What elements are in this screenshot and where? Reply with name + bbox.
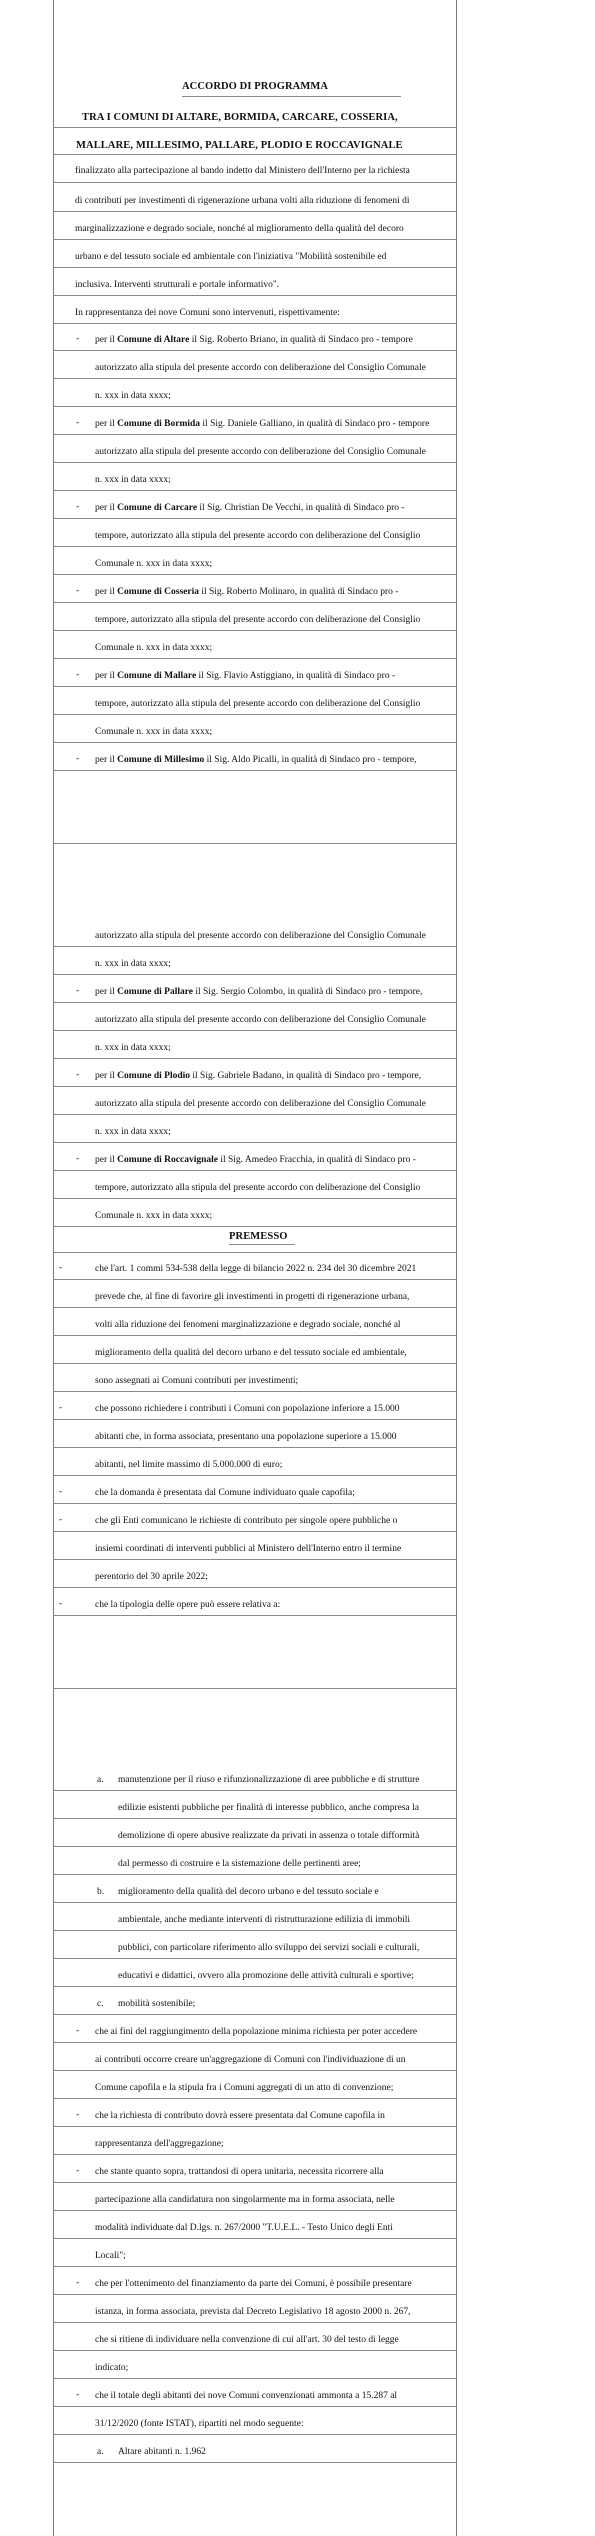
rep-pallare-line2: autorizzato alla stipula del presente accordo con deliberazione del Consiglio Comunale: [95, 1015, 426, 1025]
intro-line: urbano e del tessuto sociale ed ambientale con l'iniziativa "Mobilità sostenibile ed: [75, 252, 387, 262]
premesso-line: 31/12/2020 (fonte ISTAT), ripartiti nel modo seguente:: [95, 2419, 304, 2429]
list-dash: -: [76, 502, 80, 512]
rep-mallare-line2: tempore, autorizzato alla stipula del presente accordo con deliberazione del Consiglio: [95, 699, 421, 709]
intro-line: di contributi per investimenti di rigenerazione urbana volti alla riduzione di fenomeni di: [75, 196, 410, 206]
population-marker: a.: [97, 2447, 104, 2457]
rep-roccavignale-line3: Comunale n. xxx in data xxxx;: [95, 1211, 213, 1221]
list-marker-c: c.: [97, 1999, 104, 2009]
rep-bormida-line2: autorizzato alla stipula del presente accordo con deliberazione del Consiglio Comunale: [95, 447, 426, 457]
list-dash: -: [76, 1154, 80, 1164]
rep-carcare-line1: per il Comune di Carcare il Sig. Christian De Vecchi, in qualità di Sindaco pro -: [95, 503, 405, 513]
title-line-3: MALLARE, MILLESIMO, PALLARE, PLODIO E ROCCAVIGNALE: [76, 140, 403, 151]
rep-roccavignale-line2: tempore, autorizzato alla stipula del presente accordo con deliberazione del Consiglio: [95, 1183, 421, 1193]
premesso-line: che si ritiene di individuare nella convenzione di cui all'art. 30 del testo di legge: [95, 2335, 399, 2345]
premesso-line: che la tipologia delle opere può essere relativa a:: [95, 1600, 281, 1610]
right-margin-line: [456, 0, 457, 2536]
rep-plodio-line1: per il Comune di Plodio il Sig. Gabriele Badano, in qualità di Sindaco pro - tempore,: [95, 1071, 422, 1081]
intro-line: marginalizzazione e degrado sociale, nonché al miglioramento della qualità del decoro: [75, 224, 404, 234]
intro-line: finalizzato alla partecipazione al bando indetto dal Ministero dell'Interno per la richiesta: [75, 166, 410, 176]
rep-millesimo-line1: per il Comune di Millesimo il Sig. Aldo Picalli, in qualità di Sindaco pro - tempore,: [95, 755, 417, 765]
premesso-line: indicato;: [95, 2363, 129, 2373]
item-c-line: mobilità sostenibile;: [118, 1999, 196, 2009]
list-dash: -: [76, 1070, 80, 1080]
list-dash: -: [76, 986, 80, 996]
list-dash: -: [76, 754, 80, 764]
premesso-line: abitanti, nel limite massimo di 5.000.000 di euro;: [95, 1460, 283, 1470]
rep-carcare-line2: tempore, autorizzato alla stipula del presente accordo con deliberazione del Consiglio: [95, 531, 421, 541]
rep-plodio-line2: autorizzato alla stipula del presente accordo con deliberazione del Consiglio Comunale: [95, 1099, 426, 1109]
item-a-line: manutenzione per il riuso e rifunzionalizzazione di aree pubbliche e di strutture: [118, 1775, 420, 1785]
rep-pallare-line1: per il Comune di Pallare il Sig. Sergio Colombo, in qualità di Sindaco pro - tempore,: [95, 987, 423, 997]
list-dash: -: [76, 586, 80, 596]
premesso-line: che il totale degli abitanti dei nove Comuni convenzionati ammonta a 15.287 al: [95, 2391, 398, 2401]
premesso-line: che l'art. 1 commi 534-538 della legge di bilancio 2022 n. 234 del 30 dicembre 2021: [95, 1264, 417, 1274]
list-marker-b: b.: [97, 1887, 105, 1897]
premesso-line: che la richiesta di contributo dovrà essere presentata dal Comune capofila in: [95, 2111, 385, 2121]
rep-bormida-line1: per il Comune di Bormida il Sig. Daniele Galliano, in qualità di Sindaco pro - tempore: [95, 419, 430, 429]
premesso-line: Locali";: [95, 2251, 126, 2261]
rep-cosseria-line3: Comunale n. xxx in data xxxx;: [95, 643, 213, 653]
rep-plodio-line3: n. xxx in data xxxx;: [95, 1127, 171, 1137]
rep-altare-line1: per il Comune di Altare il Sig. Roberto Briano, in qualità di Sindaco pro - tempore: [95, 335, 413, 345]
item-b-line: ambientale, anche mediante interventi di ristrutturazione edilizia di immobili: [118, 1915, 411, 1925]
title-line-1: ACCORDO DI PROGRAMMA: [182, 81, 329, 92]
left-margin-line: [53, 0, 54, 2536]
premesso-line: perentorio del 30 aprile 2022;: [95, 1572, 208, 1582]
rep-altare-line3: n. xxx in data xxxx;: [95, 391, 171, 401]
list-dash: -: [59, 1487, 63, 1497]
premesso-line: sono assegnati ai Comuni contributi per investimenti;: [95, 1376, 299, 1386]
title-line-2: TRA I COMUNI DI ALTARE, BORMIDA, CARCARE, COSSERIA,: [82, 112, 398, 123]
premesso-line: insiemi coordinati di interventi pubblici al Ministero dell'Interno entro il termine: [95, 1544, 402, 1554]
premesso-line: che la domanda è presentata dal Comune individuato quale capofila;: [95, 1488, 355, 1498]
premesso-line: miglioramento della qualità del decoro urbano e del tessuto sociale ed ambientale,: [95, 1348, 407, 1358]
premesso-line: volti alla riduzione dei fenomeni marginalizzazione e degrado sociale, nonché al: [95, 1320, 401, 1330]
list-dash: -: [76, 2166, 80, 2176]
premesso-line: che ai fini del raggiungimento della popolazione minima richiesta per poter accedere: [95, 2027, 418, 2037]
item-a-line: demolizione di opere abusive realizzate da privati in assenza o totale difformità: [118, 1831, 420, 1841]
list-marker-a: a.: [97, 1775, 104, 1785]
premesso-line: ai contributi occorre creare un'aggregazione di Comuni con l'individuazione di un: [95, 2055, 406, 2065]
item-b-line: miglioramento della qualità del decoro urbano e del tessuto sociale e: [118, 1887, 379, 1897]
rep-roccavignale-line1: per il Comune di Roccavignale il Sig. Amedeo Fracchia, in qualità di Sindaco pro -: [95, 1155, 416, 1165]
list-dash: -: [59, 1599, 63, 1609]
premesso-line: abitanti che, in forma associata, presentano una popolazione superiore a 15.000: [95, 1432, 397, 1442]
rep-mallare-line1: per il Comune di Mallare il Sig. Flavio Astiggiano, in qualità di Sindaco pro -: [95, 671, 396, 681]
list-dash: -: [59, 1263, 63, 1273]
premesso-line: prevede che, al fine di favorire gli investimenti in progetti di rigenerazione urbana,: [95, 1292, 410, 1302]
list-dash: -: [76, 2110, 80, 2120]
premesso-line: Comune capofila e la stipula fra i Comuni aggregati di un atto di convenzione;: [95, 2083, 394, 2093]
list-dash: -: [76, 2390, 80, 2400]
premesso-line: partecipazione alla candidatura non singolarmente ma in forma associata, nelle: [95, 2195, 395, 2205]
premesso-line: rappresentanza dell'aggregazione;: [95, 2139, 224, 2149]
rep-millesimo-line2: autorizzato alla stipula del presente accordo con deliberazione del Consiglio Comunale: [95, 931, 426, 941]
rep-cosseria-line1: per il Comune di Cosseria il Sig. Roberto Molinaro, in qualità di Sindaco pro -: [95, 587, 399, 597]
item-b-line: pubblici, con particolare riferimento allo sviluppo dei servizi sociali e culturali,: [118, 1943, 420, 1953]
intro-line: inclusiva. Interventi strutturali e portale informativo".: [75, 280, 280, 290]
list-dash: -: [76, 670, 80, 680]
list-dash: -: [59, 1515, 63, 1525]
rep-millesimo-line3: n. xxx in data xxxx;: [95, 959, 171, 969]
premesso-line: che per l'ottenimento del finanziamento da parte dei Comuni, è possibile presentare: [95, 2279, 412, 2289]
list-dash: -: [59, 1403, 63, 1413]
population-altare: Altare abitanti n. 1.962: [118, 2447, 206, 2457]
list-dash: -: [76, 418, 80, 428]
list-dash: -: [76, 334, 80, 344]
intro-line: In rappresentanza dei nove Comuni sono intervenuti, rispettivamente:: [75, 308, 340, 318]
premesso-line: istanza, in forma associata, prevista dal Decreto Legislativo 18 agosto 2000 n. 267,: [95, 2307, 411, 2317]
premesso-heading: PREMESSO: [229, 1231, 288, 1242]
premesso-line: che possono richiedere i contributi i Comuni con popolazione inferiore a 15.000: [95, 1404, 400, 1414]
premesso-line: che stante quanto sopra, trattandosi di opera unitaria, necessita ricorrere alla: [95, 2167, 384, 2177]
premesso-line: che gli Enti comunicano le richieste di contributo per singole opere pubbliche o: [95, 1516, 398, 1526]
item-a-line: dal permesso di costruire e la sistemazione delle pertinenti aree;: [118, 1859, 361, 1869]
rep-altare-line2: autorizzato alla stipula del presente accordo con deliberazione del Consiglio Comunale: [95, 363, 426, 373]
item-b-line: educativi e didattici, ovvero alla promozione delle attività culturali e sportive;: [118, 1971, 414, 1981]
item-a-line: edilizie esistenti pubbliche per finalità di interesse pubblico, anche compresa la: [118, 1803, 419, 1813]
rep-mallare-line3: Comunale n. xxx in data xxxx;: [95, 727, 213, 737]
list-dash: -: [76, 2278, 80, 2288]
rep-carcare-line3: Comunale n. xxx in data xxxx;: [95, 559, 213, 569]
premesso-line: modalità individuate dal D.lgs. n. 267/2000 "T.U.E.L. - Testo Unico degli Enti: [95, 2223, 393, 2233]
list-dash: -: [76, 2026, 80, 2036]
rep-bormida-line3: n. xxx in data xxxx;: [95, 475, 171, 485]
rep-pallare-line3: n. xxx in data xxxx;: [95, 1043, 171, 1053]
rep-cosseria-line2: tempore, autorizzato alla stipula del presente accordo con deliberazione del Consiglio: [95, 615, 421, 625]
